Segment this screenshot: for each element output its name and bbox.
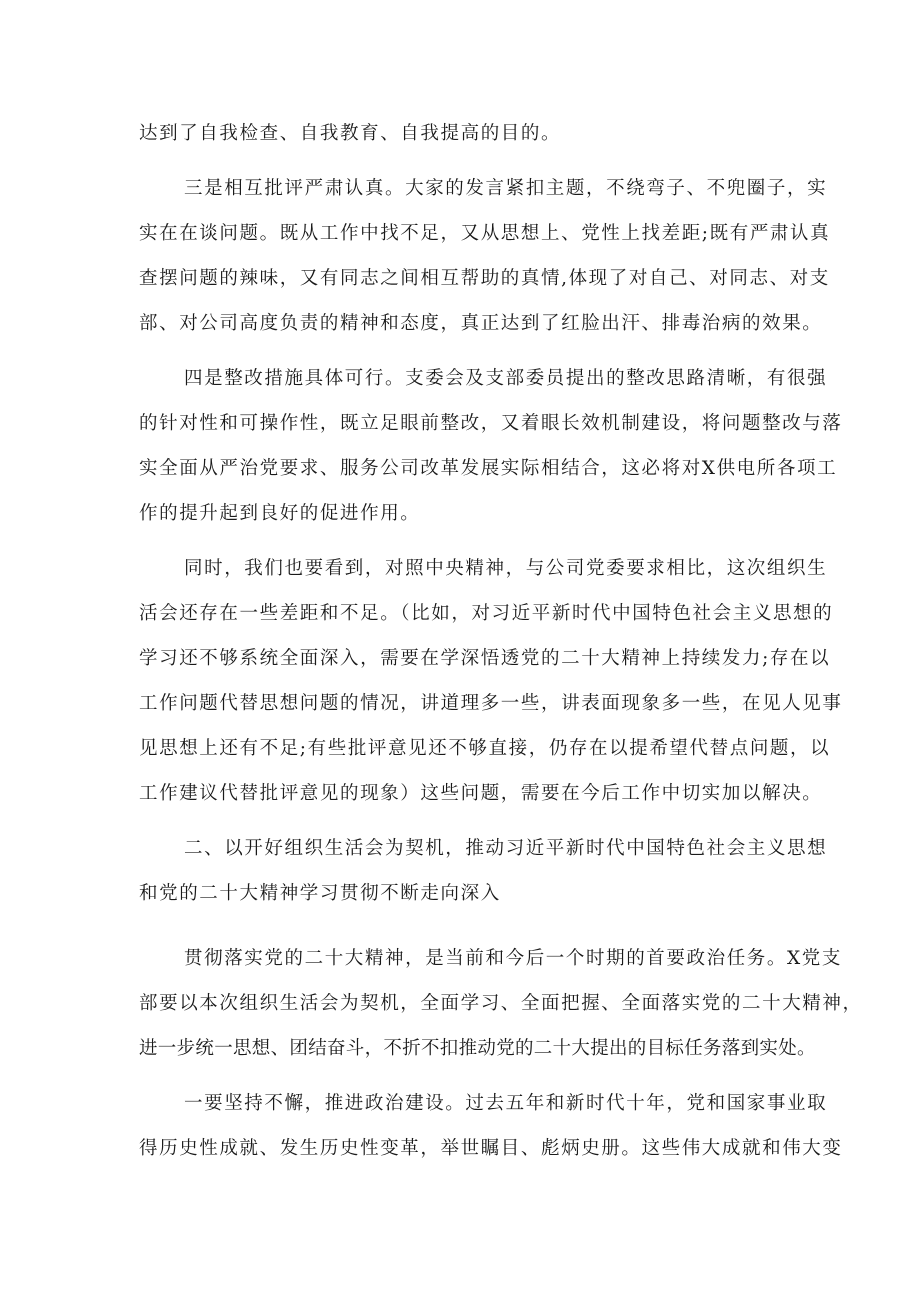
- text-line: 实全面从严治党要求、服务公司改革发展实际相结合，这必将对X供电所各项工: [139, 458, 838, 479]
- text-line: 部要以本次组织生活会为契机，全面学习、全面把握、全面落实党的二十大精神，: [139, 993, 863, 1014]
- text-line: 查摆问题的辣味，又有同志之间相互帮助的真情,体现了对自己、对同志、对支: [139, 268, 830, 289]
- text-line: 得历史性成就、发生历史性变革，举世瞩目、彪炳史册。这些伟大成就和伟大变: [139, 1138, 843, 1159]
- section-heading: 和党的二十大精神学习贯彻不断走向深入: [139, 883, 501, 904]
- text-line: 学习还不够系统全面深入，需要在学深悟透党的二十大精神上持续发力;存在以: [139, 648, 831, 669]
- text-line: 工作问题代替思想问题的情况，讲道理多一些，讲表面现象多一些，在见人见事: [139, 693, 843, 714]
- text-line: 进一步统一思想、团结奋斗，不折不扣推动党的二十大提出的目标任务落到实处。: [139, 1038, 816, 1059]
- text-line: 见思想上还有不足;有些批评意见还不够直接，仍存在以提希望代替点问题，以: [139, 738, 831, 759]
- text-line: 活会还存在一些差距和不足。（比如，对习近平新时代中国特色社会主义思想的: [139, 603, 834, 624]
- text-line: 一要坚持不懈，推进政治建设。过去五年和新时代十年，党和国家事业取: [184, 1093, 828, 1114]
- text-line: 三是相互批评严肃认真。大家的发言紧扣主题，不绕弯子、不兜圈子，实: [184, 178, 828, 199]
- text-line: 作的提升起到良好的促进作用。: [139, 503, 421, 524]
- section-heading: 二、以开好组织生活会为契机，推动习近平新时代中国特色社会主义思想: [184, 838, 828, 859]
- text-line: 贯彻落实党的二十大精神，是当前和今后一个时期的首要政治任务。X党支: [184, 948, 842, 969]
- text-line: 部、对公司高度负责的精神和态度，真正达到了红脸出汗、排毒治病的效果。: [139, 313, 823, 334]
- text-line: 工作建议代替批评意见的现象）这些问题，需要在今后工作中切实加以解决。: [139, 783, 823, 804]
- text-line: 实在在谈问题。既从工作中找不足，又从思想上、党性上找差距;既有严肃认真: [139, 223, 831, 244]
- text-line: 同时，我们也要看到，对照中央精神，与公司党委要求相比，这次组织生: [184, 558, 828, 579]
- text-line: 的针对性和可操作性，既立足眼前整改，又着眼长效机制建设，将问题整改与落: [139, 413, 843, 434]
- text-line: 达到了自我检查、自我教育、自我提高的目的。: [139, 123, 562, 144]
- text-line: 四是整改措施具体可行。支委会及支部委员提出的整改思路清晰，有很强: [184, 368, 828, 389]
